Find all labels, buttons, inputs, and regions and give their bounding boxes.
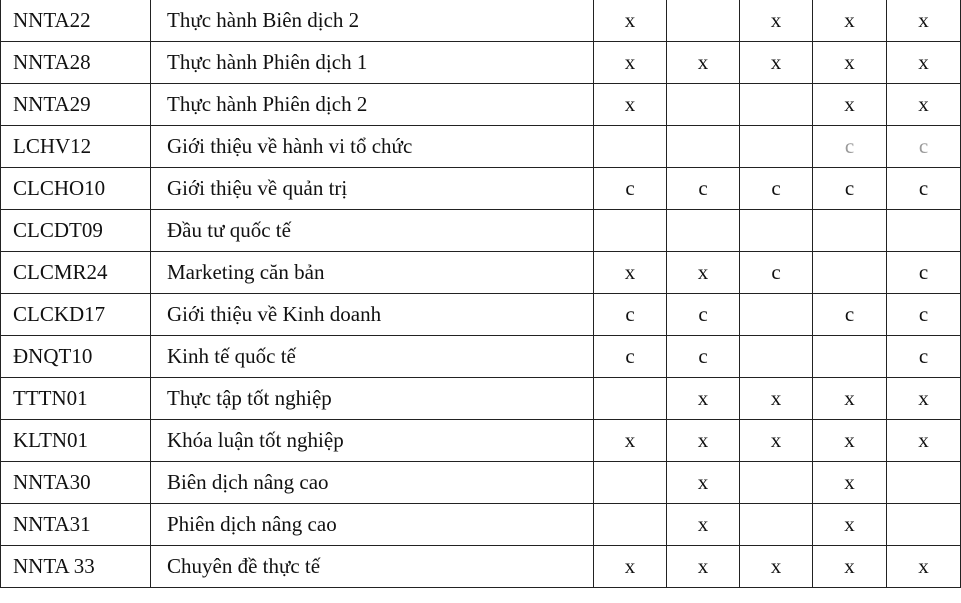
course-name-cell: Giới thiệu về hành vi tổ chức bbox=[151, 126, 594, 168]
course-name-cell: Marketing căn bản bbox=[151, 252, 594, 294]
outcome-mark-cell: c bbox=[887, 168, 961, 210]
outcome-mark-cell: x bbox=[667, 420, 740, 462]
outcome-mark-cell: x bbox=[813, 42, 887, 84]
course-name-cell: Thực tập tốt nghiệp bbox=[151, 378, 594, 420]
table-row bbox=[1, 210, 961, 252]
outcome-mark-cell bbox=[740, 336, 813, 378]
outcome-mark-cell: c bbox=[667, 168, 740, 210]
course-code-cell: ĐNQT10 bbox=[1, 336, 151, 378]
outcome-mark-cell: x bbox=[887, 42, 961, 84]
outcome-mark-cell: c bbox=[813, 168, 887, 210]
outcome-mark-cell: x bbox=[813, 378, 887, 420]
outcome-mark-cell bbox=[594, 462, 667, 504]
table-row bbox=[1, 420, 961, 462]
outcome-mark-cell: c bbox=[594, 294, 667, 336]
table-body bbox=[1, 0, 961, 588]
outcome-mark-cell bbox=[667, 0, 740, 42]
outcome-mark-cell: x bbox=[813, 0, 887, 42]
outcome-mark-cell: x bbox=[813, 420, 887, 462]
outcome-mark-cell: x bbox=[594, 84, 667, 126]
course-name-cell: Biên dịch nâng cao bbox=[151, 462, 594, 504]
table-row bbox=[1, 84, 961, 126]
outcome-mark-cell bbox=[594, 210, 667, 252]
outcome-mark-cell: c bbox=[887, 294, 961, 336]
outcome-mark-cell bbox=[740, 210, 813, 252]
course-name-cell: Giới thiệu về quản trị bbox=[151, 168, 594, 210]
outcome-mark-cell bbox=[594, 504, 667, 546]
table-row bbox=[1, 504, 961, 546]
outcome-mark-cell: x bbox=[594, 252, 667, 294]
table-row bbox=[1, 294, 961, 336]
course-code-cell: CLCHO10 bbox=[1, 168, 151, 210]
outcome-mark-cell bbox=[813, 336, 887, 378]
table-row bbox=[1, 126, 961, 168]
course-code-cell: CLCDT09 bbox=[1, 210, 151, 252]
outcome-mark-cell bbox=[594, 126, 667, 168]
outcome-mark-cell: x bbox=[887, 0, 961, 42]
outcome-mark-cell: x bbox=[813, 462, 887, 504]
outcome-mark-cell: x bbox=[813, 546, 887, 588]
course-name-cell: Thực hành Phiên dịch 1 bbox=[151, 42, 594, 84]
course-name-cell: Kinh tế quốc tế bbox=[151, 336, 594, 378]
outcome-mark-cell: x bbox=[887, 378, 961, 420]
course-name-cell: Đầu tư quốc tế bbox=[151, 210, 594, 252]
outcome-mark-cell bbox=[740, 84, 813, 126]
outcome-mark-cell: c bbox=[667, 294, 740, 336]
outcome-mark-cell bbox=[813, 252, 887, 294]
outcome-mark-cell bbox=[667, 84, 740, 126]
course-code-cell: NNTA30 bbox=[1, 462, 151, 504]
outcome-mark-cell bbox=[740, 126, 813, 168]
course-name-cell: Chuyên đề thực tế bbox=[151, 546, 594, 588]
outcome-mark-cell: c bbox=[813, 126, 887, 168]
table-row bbox=[1, 336, 961, 378]
outcome-mark-cell: c bbox=[740, 252, 813, 294]
course-name-cell: Thực hành Phiên dịch 2 bbox=[151, 84, 594, 126]
outcome-mark-cell bbox=[887, 210, 961, 252]
outcome-mark-cell bbox=[667, 126, 740, 168]
course-code-cell: CLCMR24 bbox=[1, 252, 151, 294]
outcome-mark-cell: x bbox=[887, 84, 961, 126]
outcome-mark-cell: x bbox=[740, 42, 813, 84]
outcome-mark-cell: x bbox=[667, 378, 740, 420]
course-code-cell: NNTA22 bbox=[1, 0, 151, 42]
outcome-mark-cell: x bbox=[740, 0, 813, 42]
outcome-mark-cell: x bbox=[740, 420, 813, 462]
outcome-mark-cell: x bbox=[667, 546, 740, 588]
outcome-mark-cell: c bbox=[813, 294, 887, 336]
outcome-mark-cell bbox=[887, 504, 961, 546]
outcome-mark-cell bbox=[813, 210, 887, 252]
outcome-mark-cell: x bbox=[667, 42, 740, 84]
outcome-mark-cell: c bbox=[887, 336, 961, 378]
course-name-cell: Khóa luận tốt nghiệp bbox=[151, 420, 594, 462]
outcome-mark-cell: x bbox=[594, 0, 667, 42]
outcome-mark-cell: c bbox=[594, 336, 667, 378]
outcome-mark-cell: c bbox=[594, 168, 667, 210]
table-row bbox=[1, 378, 961, 420]
course-code-cell: NNTA28 bbox=[1, 42, 151, 84]
course-code-cell: KLTN01 bbox=[1, 420, 151, 462]
course-name-cell: Giới thiệu về Kinh doanh bbox=[151, 294, 594, 336]
outcome-mark-cell: x bbox=[594, 420, 667, 462]
table-row bbox=[1, 462, 961, 504]
outcome-mark-cell: c bbox=[887, 252, 961, 294]
course-code-cell: NNTA 33 bbox=[1, 546, 151, 588]
course-name-cell: Phiên dịch nâng cao bbox=[151, 504, 594, 546]
course-code-cell: TTTN01 bbox=[1, 378, 151, 420]
outcome-mark-cell: x bbox=[667, 504, 740, 546]
table-row bbox=[1, 0, 961, 42]
outcome-mark-cell: x bbox=[740, 546, 813, 588]
course-code-cell: NNTA31 bbox=[1, 504, 151, 546]
outcome-mark-cell bbox=[594, 378, 667, 420]
outcome-mark-cell: c bbox=[667, 336, 740, 378]
outcome-mark-cell bbox=[740, 504, 813, 546]
outcome-mark-cell bbox=[887, 462, 961, 504]
outcome-mark-cell: x bbox=[667, 462, 740, 504]
outcome-mark-cell: c bbox=[740, 168, 813, 210]
course-code-cell: CLCKD17 bbox=[1, 294, 151, 336]
table-row bbox=[1, 252, 961, 294]
course-code-cell: NNTA29 bbox=[1, 84, 151, 126]
outcome-mark-cell: x bbox=[887, 420, 961, 462]
outcome-mark-cell: x bbox=[594, 42, 667, 84]
outcome-mark-cell: c bbox=[887, 126, 961, 168]
outcome-mark-cell: x bbox=[813, 504, 887, 546]
outcome-mark-cell: x bbox=[667, 252, 740, 294]
outcome-mark-cell: x bbox=[740, 378, 813, 420]
outcome-mark-cell: x bbox=[887, 546, 961, 588]
outcome-mark-cell: x bbox=[594, 546, 667, 588]
course-code-cell: LCHV12 bbox=[1, 126, 151, 168]
outcome-mark-cell bbox=[667, 210, 740, 252]
outcome-mark-cell bbox=[740, 462, 813, 504]
table-row bbox=[1, 42, 961, 84]
outcome-mark-cell: x bbox=[813, 84, 887, 126]
table-row bbox=[1, 168, 961, 210]
course-name-cell: Thực hành Biên dịch 2 bbox=[151, 0, 594, 42]
table-row bbox=[1, 546, 961, 588]
outcome-mark-cell bbox=[740, 294, 813, 336]
